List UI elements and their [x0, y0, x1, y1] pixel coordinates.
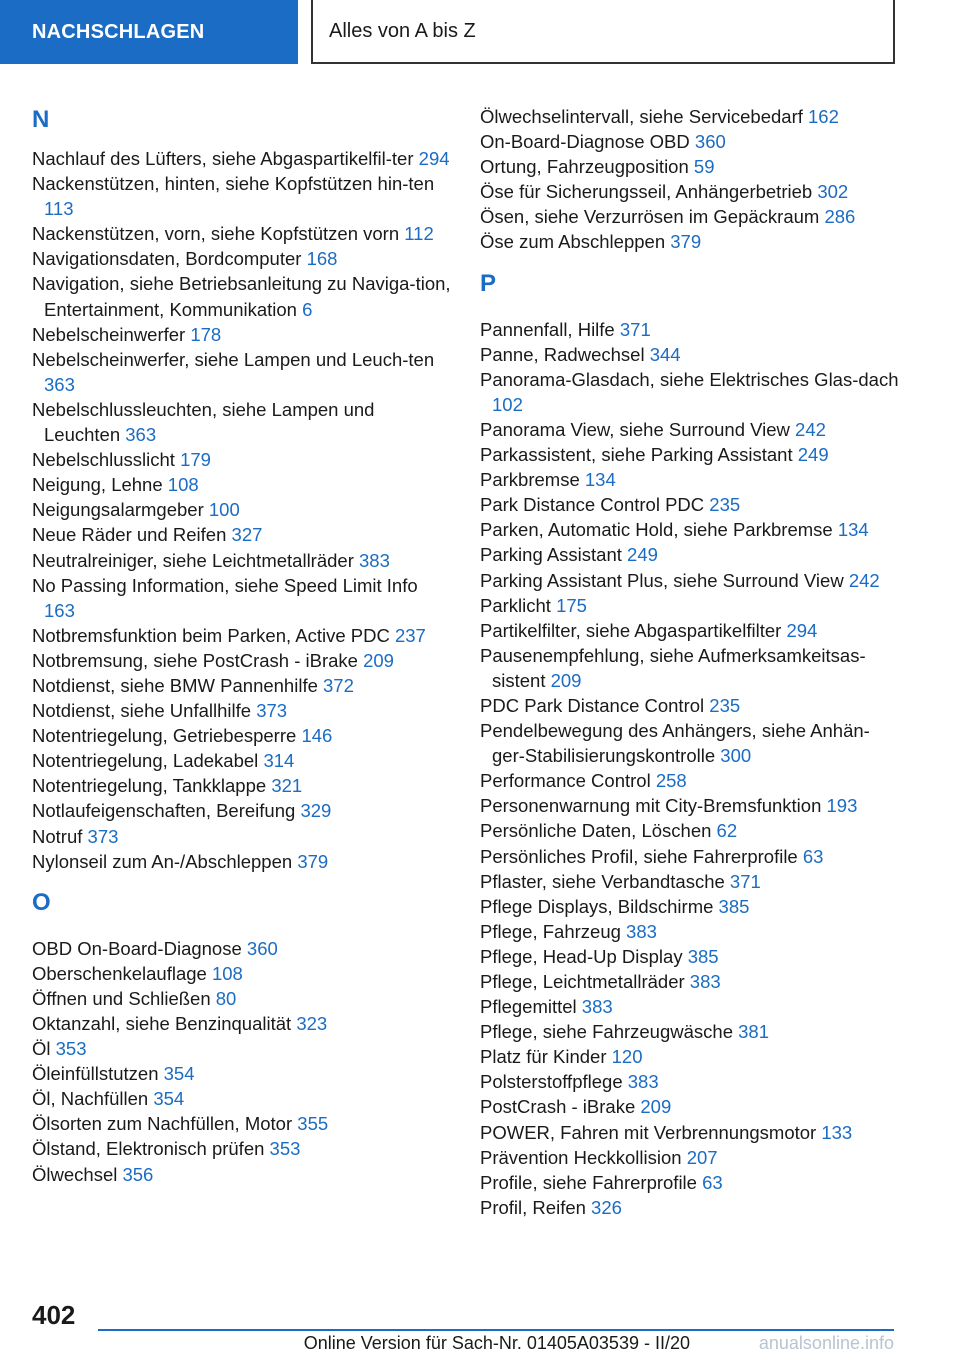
- index-entry-text: Öse zum Abschleppen: [480, 231, 666, 253]
- index-entry-text: Notruf: [32, 825, 83, 847]
- index-entry: [480, 568, 900, 593]
- page-reference-link[interactable]: 379: [670, 231, 702, 253]
- index-entry-text: Notlaufeigenschaften, Bereifung: [32, 800, 296, 822]
- index-entry: [480, 844, 900, 869]
- index-entry: [480, 969, 900, 994]
- index-entry: [480, 367, 900, 417]
- index-entry: [480, 1094, 900, 1119]
- index-entry-text: Neigungsalarmgeber: [32, 499, 204, 521]
- index-entry: [32, 271, 452, 321]
- page-reference-link[interactable]: 112: [404, 223, 434, 245]
- index-entry-text: Nebelschlussleuchten, siehe Lampen und Leuchten: [32, 398, 375, 446]
- page-reference-link[interactable]: 179: [180, 449, 211, 471]
- index-entry-text: Parkassistent, siehe Parking Assistant: [480, 444, 793, 466]
- page-reference-link[interactable]: 294: [418, 148, 450, 169]
- page-reference-link[interactable]: 383: [689, 971, 721, 992]
- page-reference-link[interactable]: 294: [786, 619, 818, 641]
- index-entry: [480, 818, 900, 843]
- page-reference-link[interactable]: 383: [359, 549, 390, 571]
- index-letter-heading: N: [32, 106, 50, 133]
- page-reference-link[interactable]: 100: [208, 499, 240, 521]
- index-entry: [480, 129, 900, 154]
- index-entry: [32, 849, 452, 874]
- page-reference-link[interactable]: 360: [246, 937, 278, 959]
- page-reference-link[interactable]: 80: [215, 987, 237, 1009]
- index-entry-text: Pflegemittel: [480, 996, 577, 1018]
- section-title: NACHSCHLAGEN: [32, 20, 205, 43]
- page-reference-link[interactable]: 371: [619, 318, 651, 340]
- index-entry-text: Notbremsfunktion beim Parken, Active PDC: [32, 624, 390, 646]
- index-entry-text: Notdienst, siehe Unfallhilfe: [32, 700, 252, 722]
- index-entry: [32, 246, 452, 271]
- index-entry-text: Oberschenkelauflage: [32, 962, 207, 984]
- page-reference-link[interactable]: 286: [824, 206, 856, 228]
- page-reference-link[interactable]: 379: [297, 850, 329, 872]
- index-entry: [480, 793, 900, 818]
- page-reference-link[interactable]: 102: [492, 393, 523, 415]
- index-entry: [32, 1086, 452, 1111]
- index-entry: [32, 1061, 452, 1086]
- index-entry: [32, 171, 452, 221]
- index-entry-text: Notentriegelung, Ladekabel: [32, 750, 259, 772]
- page-reference-link[interactable]: 371: [729, 870, 761, 892]
- index-entry: [480, 944, 900, 969]
- page-reference-link[interactable]: 360: [694, 131, 726, 153]
- index-entry-text: Pausenempfehlung, siehe Aufmerksamkeitsas-sistent: [480, 644, 866, 691]
- index-entry: [480, 718, 900, 768]
- index-entry-text: PDC Park Distance Control: [480, 694, 705, 716]
- index-entry-text: Panorama View, siehe Surround View: [480, 418, 790, 440]
- chapter-header: [311, 0, 895, 64]
- index-entry: [32, 221, 452, 246]
- page-reference-link[interactable]: 235: [709, 494, 741, 516]
- page-reference-link[interactable]: 120: [611, 1046, 643, 1068]
- index-entry: [32, 773, 452, 798]
- index-entry-text: Pannenfall, Hilfe: [480, 318, 615, 340]
- index-entry-text: Pflege, Head-Up Display: [480, 945, 683, 967]
- index-entry-text: Profile, siehe Fahrerprofile: [480, 1171, 697, 1193]
- index-entry: [480, 204, 900, 229]
- index-entry: [480, 1019, 900, 1044]
- index-entry: [480, 643, 900, 693]
- index-entry: [32, 146, 452, 171]
- page-reference-link[interactable]: 381: [738, 1021, 769, 1043]
- index-entry: [480, 179, 900, 204]
- index-entry-text: On-Board-Diagnose OBD: [480, 131, 690, 153]
- page-reference-link[interactable]: 385: [718, 895, 750, 917]
- page-reference-link[interactable]: 193: [826, 795, 858, 817]
- index-entry: [480, 442, 900, 467]
- index-entry-text: Parken, Automatic Hold, siehe Parkbremse: [480, 519, 833, 541]
- page-reference-link[interactable]: 63: [702, 1171, 723, 1193]
- page-reference-link[interactable]: 6: [302, 298, 313, 320]
- index-entry-text: Ölwechsel: [32, 1163, 118, 1185]
- index-entry: [32, 673, 452, 698]
- page-reference-link[interactable]: 62: [716, 820, 738, 842]
- page-reference-link[interactable]: 113: [44, 198, 74, 220]
- index-entry-text: Öffnen und Schließen: [32, 987, 211, 1009]
- page-reference-link[interactable]: 237: [394, 624, 426, 646]
- page-reference-link[interactable]: 355: [297, 1113, 329, 1135]
- index-entry-text: Nebelschlusslicht: [32, 449, 175, 471]
- index-entry-text: Parkbremse: [480, 469, 580, 491]
- index-entry-text: Panne, Radwechsel: [480, 343, 645, 365]
- index-entry: [480, 894, 900, 919]
- index-column-left: [32, 100, 452, 1187]
- page-reference-link[interactable]: 383: [627, 1071, 659, 1093]
- index-entry: [480, 1120, 900, 1145]
- index-entry: [32, 986, 452, 1011]
- section-tab: [0, 0, 298, 64]
- index-entry-text: Nachlauf des Lüfters, siehe Abgaspartikelfil-ter: [32, 148, 414, 169]
- page-reference-link[interactable]: 363: [44, 373, 75, 395]
- index-entry: [32, 1162, 452, 1187]
- index-entry: [480, 994, 900, 1019]
- index-entry: [480, 317, 900, 342]
- index-entry-text: PostCrash - iBrake: [480, 1096, 636, 1118]
- index-entry: [32, 472, 452, 497]
- index-entry-text: Notbremsung, siehe PostCrash - iBrake: [32, 649, 358, 671]
- index-entry-text: Parking Assistant: [480, 544, 622, 566]
- index-entry: [32, 447, 452, 472]
- index-letter-heading: P: [480, 269, 497, 297]
- page-reference-link[interactable]: 258: [655, 770, 687, 792]
- page-reference-link[interactable]: 249: [797, 444, 829, 466]
- index-entry-text: No Passing Information, siehe Speed Limit Info: [32, 574, 418, 596]
- page-reference-link[interactable]: 314: [263, 750, 295, 772]
- index-entry-text: Nackenstützen, hinten, siehe Kopfstützen hin-ten: [32, 173, 435, 195]
- index-entry: [480, 104, 900, 129]
- page-reference-link[interactable]: 146: [301, 725, 333, 747]
- page-reference-link[interactable]: 168: [306, 248, 338, 270]
- page-reference-link[interactable]: 302: [817, 181, 849, 203]
- index-entry: [32, 798, 452, 823]
- index-entry-text: Profil, Reifen: [480, 1196, 586, 1218]
- index-entry-text: Ölsorten zum Nachfüllen, Motor: [32, 1113, 293, 1135]
- page-reference-link[interactable]: 354: [163, 1063, 195, 1085]
- index-entry-text: Pflege Displays, Bildschirme: [480, 895, 714, 917]
- index-entry-text: Persönliche Daten, Löschen: [480, 820, 712, 842]
- index-entry: [32, 1036, 452, 1061]
- index-entry-text: Partikelfilter, siehe Abgaspartikelfilter: [480, 619, 782, 641]
- index-entry-text: Pflaster, siehe Verbandtasche: [480, 870, 725, 892]
- page-reference-link[interactable]: 178: [190, 323, 222, 345]
- page-reference-link[interactable]: 326: [591, 1196, 622, 1218]
- index-entry-text: Öleinfüllstutzen: [32, 1063, 159, 1085]
- index-entry: [480, 869, 900, 894]
- index-entry: [480, 1069, 900, 1094]
- page-reference-link[interactable]: 383: [581, 996, 613, 1018]
- index-entry-text: Park Distance Control PDC: [480, 494, 705, 516]
- index-entry: [32, 648, 452, 673]
- index-entry: [480, 467, 900, 492]
- page-reference-link[interactable]: 242: [848, 569, 880, 591]
- index-entry-text: OBD On-Board-Diagnose: [32, 937, 242, 959]
- index-entry-text: Parking Assistant Plus, siehe Surround View: [480, 569, 844, 591]
- index-entry: [32, 623, 452, 648]
- index-entry-text: Prävention Heckkollision: [480, 1146, 682, 1168]
- footer-divider: [98, 1329, 894, 1331]
- index-entry: [480, 693, 900, 718]
- index-entry-text: Pflege, Leichtmetallräder: [480, 971, 685, 992]
- index-entry-text: Nylonseil zum An-/Abschleppen: [32, 850, 293, 872]
- index-entry-text: Platz für Kinder: [480, 1046, 607, 1068]
- index-entry: [480, 1145, 900, 1170]
- index-entry: [480, 768, 900, 793]
- index-entry: [32, 824, 452, 849]
- index-entry: [32, 748, 452, 773]
- index-entry: [32, 1111, 452, 1136]
- page-reference-link[interactable]: 209: [550, 669, 582, 691]
- index-entry: [480, 542, 900, 567]
- index-entry-text: Personenwarnung mit City-Bremsfunktion: [480, 795, 822, 817]
- index-entry: [480, 919, 900, 944]
- index-entry-text: Performance Control: [480, 770, 651, 792]
- index-entry-text: Ösen, siehe Verzurrösen im Gepäckraum: [480, 206, 820, 228]
- page-reference-link[interactable]: 373: [256, 700, 288, 722]
- index-entry: [32, 548, 452, 573]
- index-entry: [480, 1044, 900, 1069]
- footer-text: Online Version für Sach-Nr. 01405A03539 - II/20: [303, 1333, 690, 1353]
- page-reference-link[interactable]: 209: [363, 649, 394, 671]
- index-entry: [480, 492, 900, 517]
- page-reference-link[interactable]: 235: [709, 694, 741, 716]
- index-entry-text: Navigationsdaten, Bordcomputer: [32, 248, 302, 270]
- index-entry-text: Notentriegelung, Getriebesperre: [32, 725, 297, 747]
- index-entry-text: Notentriegelung, Tankklappe: [32, 775, 267, 797]
- page-reference-link[interactable]: 385: [687, 945, 719, 967]
- page-reference-link[interactable]: 323: [296, 1013, 328, 1034]
- group-spacer: [480, 255, 900, 267]
- index-entry-text: Nackenstützen, vorn, siehe Kopfstützen vorn: [32, 223, 400, 245]
- page-reference-link[interactable]: 134: [584, 469, 616, 491]
- index-entry-text: Ölwechselintervall, siehe Servicebedarf: [480, 106, 803, 127]
- page-reference-link[interactable]: 372: [323, 674, 354, 696]
- index-entry-text: Neutralreiniger, siehe Leichtmetallräder: [32, 549, 354, 571]
- index-entry-text: Navigation, siehe Betriebsanleitung zu Naviga-tion, Entertainment, Kommunikation: [32, 273, 451, 320]
- page-reference-link[interactable]: 344: [649, 343, 681, 365]
- index-entry-text: Öl, Nachfüllen: [32, 1088, 149, 1110]
- page-number: 402: [32, 1300, 76, 1330]
- index-entry: [480, 417, 900, 442]
- page-reference-link[interactable]: 327: [231, 524, 263, 546]
- index-entry-text: Pflege, Fahrzeug: [480, 920, 621, 942]
- page-reference-link[interactable]: 300: [720, 745, 752, 767]
- index-entry: [32, 723, 452, 748]
- index-entry: [480, 342, 900, 367]
- page-reference-link[interactable]: 242: [795, 418, 826, 440]
- index-entry: [32, 698, 452, 723]
- page-reference-link[interactable]: 373: [87, 825, 119, 847]
- index-entry-text: Oktanzahl, siehe Benzinqualität: [32, 1013, 292, 1034]
- page-reference-link[interactable]: 134: [837, 519, 869, 541]
- index-entry: [32, 522, 452, 547]
- index-letter-heading: O: [32, 888, 51, 916]
- index-entry: [32, 322, 452, 347]
- index-entry-text: Öl: [32, 1038, 51, 1060]
- index-entry-text: Parklicht: [480, 594, 551, 616]
- page-reference-link[interactable]: 354: [153, 1088, 185, 1110]
- index-entry-text: Neigung, Lehne: [32, 474, 163, 496]
- page-reference-link[interactable]: 353: [269, 1138, 301, 1160]
- index-entry: [480, 517, 900, 542]
- page-reference-link[interactable]: 329: [300, 800, 332, 822]
- page-reference-link[interactable]: 356: [122, 1163, 154, 1185]
- index-entry-text: Nebelscheinwerfer: [32, 323, 186, 345]
- index-entry: [480, 593, 900, 618]
- page-reference-link[interactable]: 108: [211, 962, 243, 984]
- page-reference-link[interactable]: 163: [44, 599, 75, 621]
- page-reference-link[interactable]: 321: [271, 775, 303, 797]
- index-entry-text: Neue Räder und Reifen: [32, 524, 227, 546]
- index-entry-text: Persönliches Profil, siehe Fahrerprofile: [480, 845, 798, 867]
- index-entry-text: Polsterstoffpflege: [480, 1071, 623, 1093]
- index-entry: [32, 573, 452, 623]
- page-reference-link[interactable]: 249: [627, 544, 658, 566]
- page-reference-link[interactable]: 133: [821, 1121, 853, 1143]
- page-reference-link[interactable]: 363: [125, 424, 157, 446]
- index-entry: [480, 229, 900, 254]
- index-entry: [480, 618, 900, 643]
- page-reference-link[interactable]: 353: [55, 1038, 87, 1060]
- page-reference-link[interactable]: 162: [808, 106, 839, 127]
- page-reference-link[interactable]: 175: [556, 594, 587, 616]
- page-reference-link[interactable]: 63: [802, 845, 824, 867]
- index-entry: [32, 497, 452, 522]
- index-entry-text: Panorama-Glasdach, siehe Elektrisches Glas-dach: [480, 368, 899, 390]
- index-entry-text: Ölstand, Elektronisch prüfen: [32, 1138, 265, 1160]
- chapter-title: Alles von A bis Z: [329, 19, 476, 42]
- watermark-text: anualsonline.info: [758, 1333, 894, 1353]
- page-reference-link[interactable]: 108: [167, 474, 199, 496]
- index-entry: [32, 397, 452, 447]
- page-reference-link[interactable]: 59: [693, 156, 715, 178]
- index-entry: [32, 1011, 452, 1036]
- index-entry-text: Pflege, siehe Fahrzeugwäsche: [480, 1021, 733, 1043]
- index-entry-text: Öse für Sicherungsseil, Anhängerbetrieb: [480, 181, 813, 203]
- index-entry: [480, 1170, 900, 1195]
- index-entry-text: POWER, Fahren mit Verbrennungsmotor: [480, 1121, 817, 1143]
- index-entry-text: Pendelbewegung des Anhängers, siehe Anhän-ger-Stabilisierungskontrolle: [480, 720, 870, 767]
- index-entry: [480, 1195, 900, 1220]
- index-entry: [32, 347, 452, 397]
- index-entry-text: Ortung, Fahrzeugposition: [480, 156, 689, 178]
- index-entry-text: Nebelscheinwerfer, siehe Lampen und Leuch-ten: [32, 348, 435, 370]
- page-reference-link[interactable]: 383: [626, 920, 657, 942]
- index-entry: [32, 1136, 452, 1161]
- index-entry: [32, 936, 452, 961]
- page-reference-link[interactable]: 209: [640, 1096, 672, 1118]
- index-entry-text: Notdienst, siehe BMW Pannenhilfe: [32, 674, 318, 696]
- index-entry: [32, 961, 452, 986]
- index-entry: [480, 154, 900, 179]
- group-spacer: [32, 874, 452, 886]
- page-reference-link[interactable]: 207: [686, 1146, 718, 1168]
- index-column-right: [480, 104, 900, 1220]
